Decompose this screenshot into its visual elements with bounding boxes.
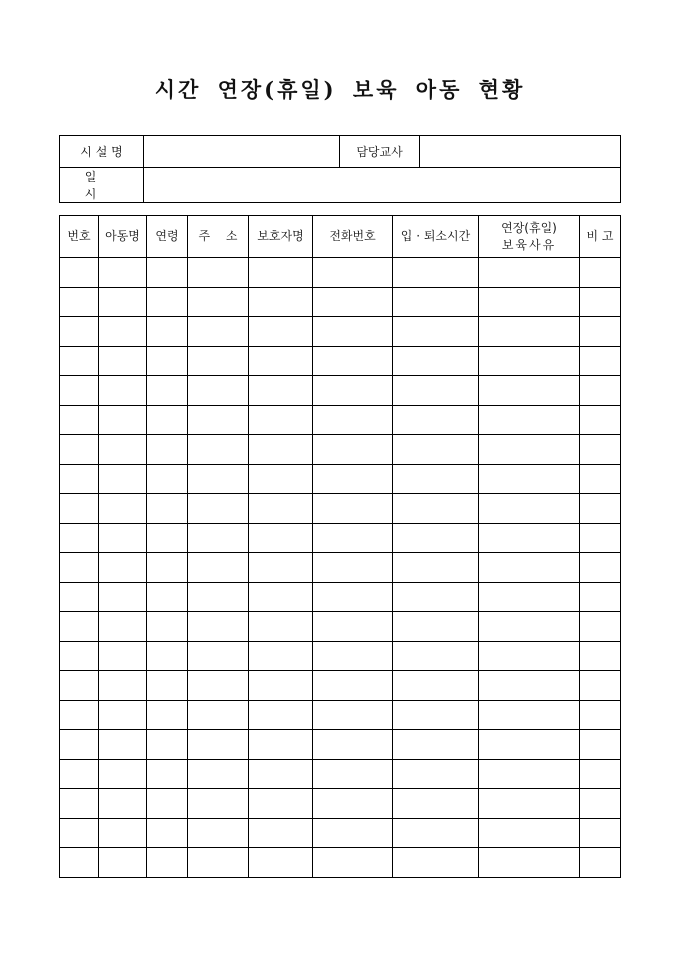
- table-cell[interactable]: [99, 671, 147, 701]
- table-cell[interactable]: [479, 287, 580, 317]
- table-row: [60, 848, 621, 878]
- header-address: 주 소: [188, 216, 249, 258]
- table-row: [60, 582, 621, 612]
- table-cell[interactable]: [313, 317, 393, 347]
- table-cell[interactable]: [60, 376, 99, 406]
- table-cell[interactable]: [60, 553, 99, 583]
- table-cell[interactable]: [60, 818, 99, 848]
- table-cell[interactable]: [249, 317, 313, 347]
- table-cell[interactable]: [479, 523, 580, 553]
- header-remarks: 비 고: [580, 216, 621, 258]
- table-cell[interactable]: [147, 730, 188, 760]
- table-cell[interactable]: [580, 523, 621, 553]
- table-cell[interactable]: [60, 612, 99, 642]
- table-cell[interactable]: [147, 789, 188, 819]
- table-row: [60, 258, 621, 288]
- table-cell[interactable]: [99, 464, 147, 494]
- table-cell[interactable]: [580, 818, 621, 848]
- table-row: [60, 612, 621, 642]
- table-cell[interactable]: [393, 317, 479, 347]
- table-cell[interactable]: [147, 553, 188, 583]
- table-cell[interactable]: [99, 730, 147, 760]
- table-cell[interactable]: [188, 405, 249, 435]
- header-reason: [479, 216, 580, 258]
- table-cell[interactable]: [147, 848, 188, 878]
- table-cell[interactable]: [99, 641, 147, 671]
- table-cell[interactable]: [99, 287, 147, 317]
- table-cell[interactable]: [313, 287, 393, 317]
- table-cell[interactable]: [393, 700, 479, 730]
- table-cell[interactable]: [249, 494, 313, 524]
- table-cell[interactable]: [99, 582, 147, 612]
- table-cell[interactable]: [188, 376, 249, 406]
- facility-name-label: 시 설 명: [60, 136, 144, 168]
- table-cell[interactable]: [147, 317, 188, 347]
- table-cell[interactable]: [580, 582, 621, 612]
- facility-name-field[interactable]: [144, 136, 340, 168]
- table-cell[interactable]: [60, 582, 99, 612]
- table-cell[interactable]: [580, 494, 621, 524]
- table-cell[interactable]: [249, 789, 313, 819]
- table-cell[interactable]: [249, 523, 313, 553]
- table-cell[interactable]: [99, 759, 147, 789]
- teacher-label: 담당교사: [340, 136, 420, 168]
- table-cell[interactable]: [313, 730, 393, 760]
- table-cell[interactable]: [188, 759, 249, 789]
- table-cell[interactable]: [147, 759, 188, 789]
- table-cell[interactable]: [313, 641, 393, 671]
- table-row: [60, 317, 621, 347]
- table-cell[interactable]: [249, 258, 313, 288]
- table-cell[interactable]: [313, 376, 393, 406]
- table-cell[interactable]: [393, 848, 479, 878]
- table-cell[interactable]: [147, 612, 188, 642]
- table-cell[interactable]: [188, 464, 249, 494]
- table-cell[interactable]: [147, 582, 188, 612]
- table-cell[interactable]: [147, 818, 188, 848]
- table-cell[interactable]: [479, 641, 580, 671]
- table-cell[interactable]: [313, 405, 393, 435]
- table-cell[interactable]: [147, 435, 188, 465]
- table-cell[interactable]: [393, 287, 479, 317]
- table-cell[interactable]: [393, 641, 479, 671]
- table-cell[interactable]: [60, 523, 99, 553]
- date-label: 일 시: [60, 168, 144, 203]
- table-cell[interactable]: [249, 464, 313, 494]
- table-cell[interactable]: [393, 730, 479, 760]
- table-cell[interactable]: [313, 848, 393, 878]
- table-cell[interactable]: [393, 671, 479, 701]
- table-cell[interactable]: [60, 789, 99, 819]
- header-age: 연령: [147, 216, 188, 258]
- table-cell[interactable]: [99, 405, 147, 435]
- table-cell[interactable]: [393, 435, 479, 465]
- table-cell[interactable]: [479, 553, 580, 583]
- table-cell[interactable]: [147, 671, 188, 701]
- table-cell[interactable]: [313, 494, 393, 524]
- date-field[interactable]: [144, 168, 621, 203]
- table-cell[interactable]: [147, 346, 188, 376]
- table-row: [60, 553, 621, 583]
- table-cell[interactable]: [99, 818, 147, 848]
- table-cell[interactable]: [313, 759, 393, 789]
- table-cell[interactable]: [580, 848, 621, 878]
- table-cell[interactable]: [479, 671, 580, 701]
- table-cell[interactable]: [188, 789, 249, 819]
- table-row: [60, 759, 621, 789]
- table-cell[interactable]: [479, 789, 580, 819]
- table-cell[interactable]: [580, 759, 621, 789]
- table-cell[interactable]: [60, 258, 99, 288]
- table-cell[interactable]: [580, 464, 621, 494]
- table-cell[interactable]: [313, 346, 393, 376]
- table-cell[interactable]: [479, 582, 580, 612]
- table-cell[interactable]: [313, 464, 393, 494]
- table-cell[interactable]: [479, 346, 580, 376]
- table-cell[interactable]: [99, 523, 147, 553]
- table-cell[interactable]: [188, 848, 249, 878]
- table-cell[interactable]: [580, 435, 621, 465]
- table-cell[interactable]: [188, 612, 249, 642]
- table-cell[interactable]: [60, 346, 99, 376]
- table-cell[interactable]: [188, 641, 249, 671]
- table-cell[interactable]: [249, 818, 313, 848]
- table-cell[interactable]: [99, 553, 147, 583]
- table-cell[interactable]: [249, 405, 313, 435]
- table-cell[interactable]: [393, 523, 479, 553]
- table-cell[interactable]: [147, 464, 188, 494]
- table-row: [60, 405, 621, 435]
- table-row: [60, 523, 621, 553]
- table-cell[interactable]: [188, 553, 249, 583]
- facility-row: [60, 136, 621, 168]
- table-cell[interactable]: [580, 730, 621, 760]
- table-cell[interactable]: [147, 287, 188, 317]
- table-cell[interactable]: [249, 671, 313, 701]
- table-row: [60, 789, 621, 819]
- table-cell[interactable]: [313, 553, 393, 583]
- table-cell[interactable]: [313, 582, 393, 612]
- table-cell[interactable]: [188, 317, 249, 347]
- table-row: [60, 435, 621, 465]
- table-cell[interactable]: [479, 730, 580, 760]
- document-title: 시간 연장(휴일) 보육 아동 현황: [154, 77, 526, 102]
- table-cell[interactable]: [479, 405, 580, 435]
- table-row: [60, 494, 621, 524]
- table-cell[interactable]: [188, 435, 249, 465]
- table-cell[interactable]: [249, 435, 313, 465]
- table-cell[interactable]: [60, 405, 99, 435]
- table-cell[interactable]: [60, 759, 99, 789]
- table-cell[interactable]: [99, 789, 147, 819]
- table-cell[interactable]: [60, 671, 99, 701]
- table-cell[interactable]: [60, 700, 99, 730]
- table-cell[interactable]: [99, 376, 147, 406]
- table-cell[interactable]: [60, 464, 99, 494]
- table-cell[interactable]: [99, 848, 147, 878]
- table-cell[interactable]: [313, 671, 393, 701]
- table-cell[interactable]: [580, 789, 621, 819]
- table-cell[interactable]: [60, 730, 99, 760]
- table-cell[interactable]: [479, 376, 580, 406]
- table-cell[interactable]: [60, 641, 99, 671]
- teacher-field[interactable]: [420, 136, 621, 168]
- table-cell[interactable]: [580, 317, 621, 347]
- table-row: [60, 346, 621, 376]
- table-cell[interactable]: [313, 435, 393, 465]
- table-cell[interactable]: [580, 287, 621, 317]
- table-cell[interactable]: [99, 435, 147, 465]
- table-cell[interactable]: [188, 730, 249, 760]
- table-cell[interactable]: [393, 464, 479, 494]
- table-cell[interactable]: [393, 494, 479, 524]
- table-cell[interactable]: [99, 612, 147, 642]
- table-cell[interactable]: [188, 818, 249, 848]
- table-cell[interactable]: [580, 671, 621, 701]
- table-cell[interactable]: [580, 346, 621, 376]
- table-row: [60, 730, 621, 760]
- table-cell[interactable]: [99, 258, 147, 288]
- table-cell[interactable]: [99, 346, 147, 376]
- table-cell[interactable]: [393, 258, 479, 288]
- roster-body: [60, 258, 621, 878]
- table-cell[interactable]: [393, 759, 479, 789]
- table-cell[interactable]: [313, 258, 393, 288]
- table-cell[interactable]: [99, 317, 147, 347]
- table-cell[interactable]: [479, 464, 580, 494]
- table-cell[interactable]: [249, 641, 313, 671]
- table-cell[interactable]: [188, 494, 249, 524]
- header-child-name: 아동명: [99, 216, 147, 258]
- table-cell[interactable]: [60, 435, 99, 465]
- table-cell[interactable]: [313, 789, 393, 819]
- table-cell[interactable]: [393, 582, 479, 612]
- table-cell[interactable]: [393, 789, 479, 819]
- table-cell[interactable]: [313, 523, 393, 553]
- table-cell[interactable]: [249, 287, 313, 317]
- table-cell[interactable]: [313, 818, 393, 848]
- table-cell[interactable]: [479, 848, 580, 878]
- table-cell[interactable]: [249, 376, 313, 406]
- table-cell[interactable]: [249, 553, 313, 583]
- table-cell[interactable]: [147, 258, 188, 288]
- table-cell[interactable]: [580, 612, 621, 642]
- table-cell[interactable]: [147, 494, 188, 524]
- table-cell[interactable]: [188, 671, 249, 701]
- table-cell[interactable]: [249, 582, 313, 612]
- table-cell[interactable]: [479, 759, 580, 789]
- facility-info-table: [59, 135, 621, 203]
- table-cell[interactable]: [188, 582, 249, 612]
- table-cell[interactable]: [99, 494, 147, 524]
- header-reason-line2: 보육사유: [501, 237, 557, 252]
- header-reason-line1: 연장(휴일): [501, 220, 557, 235]
- table-cell[interactable]: [479, 700, 580, 730]
- table-cell[interactable]: [580, 258, 621, 288]
- table-cell[interactable]: [147, 700, 188, 730]
- table-cell[interactable]: [60, 317, 99, 347]
- table-cell[interactable]: [580, 376, 621, 406]
- table-cell[interactable]: [393, 376, 479, 406]
- table-cell[interactable]: [249, 848, 313, 878]
- table-cell[interactable]: [188, 700, 249, 730]
- table-cell[interactable]: [393, 818, 479, 848]
- table-cell[interactable]: [580, 700, 621, 730]
- table-cell[interactable]: [580, 553, 621, 583]
- table-cell[interactable]: [188, 523, 249, 553]
- table-cell[interactable]: [60, 494, 99, 524]
- table-cell[interactable]: [147, 405, 188, 435]
- table-cell[interactable]: [249, 700, 313, 730]
- table-row: [60, 700, 621, 730]
- table-row: [60, 464, 621, 494]
- table-cell[interactable]: [313, 700, 393, 730]
- table-cell[interactable]: [479, 818, 580, 848]
- table-row: [60, 376, 621, 406]
- child-roster-table: [59, 215, 621, 878]
- table-cell[interactable]: [147, 641, 188, 671]
- table-cell[interactable]: [313, 612, 393, 642]
- table-cell[interactable]: [249, 612, 313, 642]
- table-cell[interactable]: [147, 523, 188, 553]
- table-cell[interactable]: [249, 346, 313, 376]
- header-no: 번호: [60, 216, 99, 258]
- table-cell[interactable]: [479, 317, 580, 347]
- table-cell[interactable]: [479, 258, 580, 288]
- table-cell[interactable]: [188, 258, 249, 288]
- header-guardian: 보호자명: [249, 216, 313, 258]
- table-cell[interactable]: [479, 435, 580, 465]
- table-cell[interactable]: [99, 700, 147, 730]
- table-cell[interactable]: [393, 405, 479, 435]
- table-row: [60, 287, 621, 317]
- table-cell[interactable]: [393, 612, 479, 642]
- roster-header-row: [60, 216, 621, 258]
- table-row: [60, 641, 621, 671]
- header-inout-time: 입 · 퇴소시간: [393, 216, 479, 258]
- table-cell[interactable]: [249, 730, 313, 760]
- table-row: [60, 671, 621, 701]
- table-cell[interactable]: [393, 346, 479, 376]
- table-cell[interactable]: [60, 848, 99, 878]
- table-cell[interactable]: [479, 494, 580, 524]
- table-cell[interactable]: [249, 759, 313, 789]
- table-cell[interactable]: [188, 287, 249, 317]
- table-cell[interactable]: [580, 641, 621, 671]
- table-cell[interactable]: [393, 553, 479, 583]
- table-cell[interactable]: [147, 376, 188, 406]
- table-row: [60, 818, 621, 848]
- table-cell[interactable]: [580, 405, 621, 435]
- date-row: [60, 168, 621, 203]
- table-cell[interactable]: [60, 287, 99, 317]
- table-cell[interactable]: [188, 346, 249, 376]
- table-cell[interactable]: [479, 612, 580, 642]
- header-phone: 전화번호: [313, 216, 393, 258]
